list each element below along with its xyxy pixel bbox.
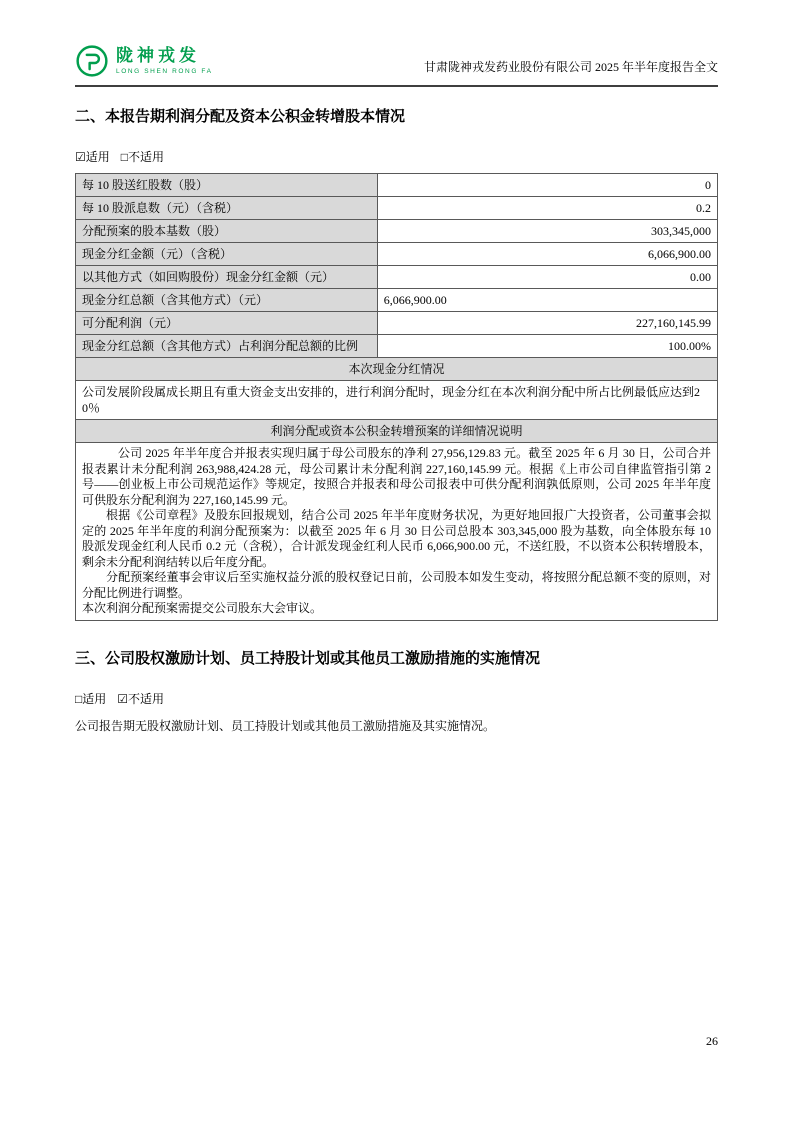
row-value: 0.2 — [377, 197, 717, 220]
row-label: 分配预案的股本基数（股） — [76, 220, 378, 243]
company-logo — [75, 44, 213, 78]
row-value: 6,066,900.00 — [377, 243, 717, 266]
table-row — [76, 220, 718, 243]
table-section-header-row — [76, 420, 718, 443]
row-label: 现金分红总额（含其他方式）（元） — [76, 289, 378, 312]
row-value: 100.00% — [377, 335, 717, 358]
incentive-statement: 公司报告期无股权激励计划、员工持股计划或其他员工激励措施及其实施情况。 — [75, 718, 496, 733]
row-value: 0 — [377, 174, 717, 197]
growth-stage-note: 公司发展阶段属成长期且有重大资金支出安排的，进行利润分配时，现金分红在本次利润分配中所占比例最低应达到20％ — [76, 381, 718, 420]
company-logo-name: 陇神戎发 — [116, 46, 200, 66]
cash-dividend-header: 本次现金分红情况 — [76, 358, 718, 381]
table-note-row — [76, 381, 718, 420]
section-title-equity-incentive: 三、公司股权激励计划、员工持股计划或其他员工激励措施的实施情况 — [75, 649, 541, 667]
row-label: 每 10 股派息数（元）（含税） — [76, 197, 378, 220]
detail-paragraph: 分配预案经董事会审议后至实施权益分派的股权登记日前，公司股本如发生变动，将按照分配总额不变的原则，对分配比例进行调整。 — [82, 570, 711, 600]
table-section-header-row — [76, 358, 718, 381]
row-label: 现金分红总额（含其他方式）占利润分配总额的比例 — [76, 335, 378, 358]
row-label: 以其他方式（如回购股份）现金分红金额（元） — [76, 266, 378, 289]
table-row — [76, 312, 718, 335]
profit-distribution-table — [75, 173, 718, 621]
detail-paragraph: 本次利润分配预案需提交公司股东大会审议。 — [82, 601, 323, 615]
page-number: 26 — [706, 1034, 718, 1048]
table-detail-row — [76, 443, 718, 621]
row-value: 6,066,900.00 — [377, 289, 717, 312]
table-row — [76, 289, 718, 312]
applicability-line-profit — [75, 148, 718, 165]
report-header-title: 甘肃陇神戎发药业股份有限公司 2025 年半年度报告全文 — [423, 60, 718, 74]
applicability-line-incentive — [75, 690, 718, 707]
page-header — [75, 0, 718, 87]
table-row — [76, 243, 718, 266]
company-logo-icon — [75, 44, 109, 78]
table-row — [76, 266, 718, 289]
company-logo-subtitle: LONG SHEN RONG FA — [116, 67, 213, 75]
plan-detail-cell — [76, 443, 718, 621]
checkbox-not-applicable: □不适用 — [120, 150, 165, 164]
row-value: 0.00 — [377, 266, 717, 289]
detail-paragraph: 根据《公司章程》及股东回报规划，结合公司 2025 年半年度财务状况，为更好地回报广大投资者，公司董事会拟定的 2025 年半年度的利润分配预案为：以截至 2025 年 6 月 30 日公司总股本 303,345,000 股为基数，向全体股东每 10 股派发现金红利人民币 0.2 元（含税），合计派发现金红利人民币 6,066,900.00 元，不送红股，不以资本公积转增股本，剩余未分配利润结转以后年度分配。 — [82, 508, 711, 569]
checkbox-applicable: ☑适用 — [75, 150, 110, 164]
table-row — [76, 197, 718, 220]
company-logo-text — [116, 47, 213, 75]
plan-detail-header: 利润分配或资本公积金转增预案的详细情况说明 — [76, 420, 718, 443]
section-title-profit-distribution: 二、本报告期利润分配及资本公积金转增股本情况 — [75, 108, 406, 125]
row-label: 每 10 股送红股数（股） — [76, 174, 378, 197]
checkbox-not-applicable: ☑不适用 — [117, 691, 165, 706]
row-label: 现金分红金额（元）（含税） — [76, 243, 378, 266]
row-value: 303,345,000 — [377, 220, 717, 243]
row-label: 可分配利润（元） — [76, 312, 378, 335]
detail-paragraph: 公司 2025 年半年度合并报表实现归属于母公司股东的净利 27,956,129.83 元。截至 2025 年 6 月 30 日，公司合并报表累计未分配利润 263,988,424.28 元，母公司累计未分配利润 227,160,145.99 元。根据《上市公司自律监管指引第 2 号——创业板上市公司规范运作》等规定，按照合并报表和母公司报表中可供分配利润孰低原则，公司 2025 年半年度可供股东分配利润为 227,160,145.99 元。 — [82, 446, 711, 507]
checkbox-applicable: □适用 — [75, 691, 107, 706]
table-row — [76, 335, 718, 358]
row-value: 227,160,145.99 — [377, 312, 717, 335]
table-row — [76, 174, 718, 197]
